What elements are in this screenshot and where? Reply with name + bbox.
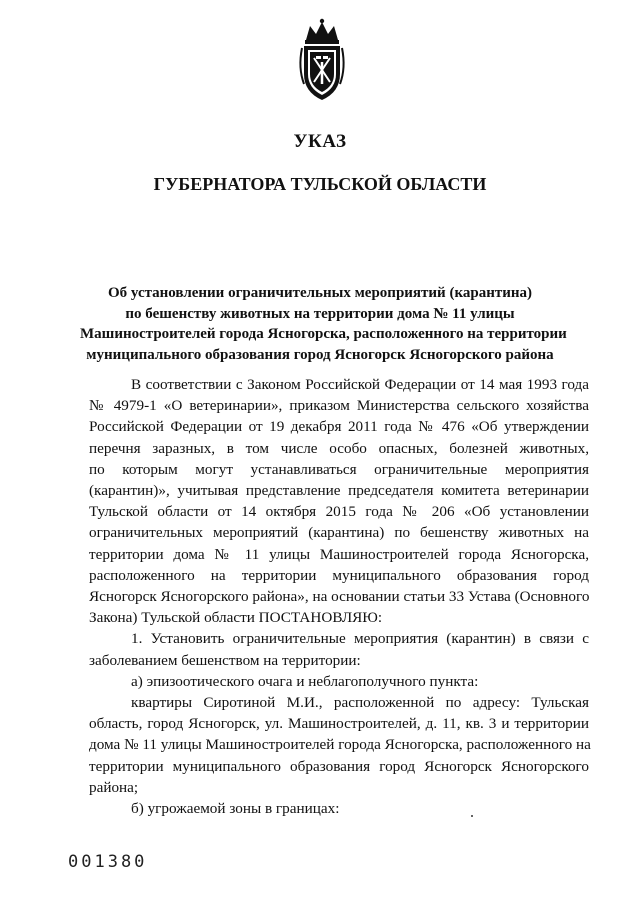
body-line: заболеванием бешенством на территории: [89,651,361,669]
coat-of-arms-icon [296,18,348,104]
subject-line: по бешенству животных на территории дома № 11 улицы [125,305,515,322]
scan-speck [471,815,473,817]
body-line: ограничительных мероприятий (карантина) по бешенству животных на [89,524,589,542]
body-line: территории дома № 11 улицы Машиностроителей города Ясногорска, [89,545,589,563]
body-line: Закона) Тульской области ПОСТАНОВЛЯЮ: [89,609,383,627]
subclause-a-line: а) эпизоотического очага и неблагополучного пункта: [131,672,479,690]
decree-body [89,374,589,819]
subject-line: Машиностроителей города Ясногорска, расположенного на территории [80,326,567,342]
decree-subject [80,283,567,365]
body-line: перечня заразных, в том числе особо опасных, болезней животных, [89,439,589,457]
body-line: территории муниципального образования город Ясногорск Ясногорского [89,757,589,775]
subject-line: муниципального образования город Ясногорск Ясногорского района [86,346,554,363]
body-line: (карантин)», учитывая представление председателя комитета ветеринарии [89,482,589,500]
subclause-b-line: б) угрожаемой зоны в границах: [131,800,340,818]
body-line: дома № 11 улицы Машиностроителей города Ясногорска, расположенного на [89,736,591,754]
document-type-title: УКАЗ [293,131,347,152]
serial-number: 001380 [68,852,148,872]
issuer-title: ГУБЕРНАТОРА ТУЛЬСКОЙ ОБЛАСТИ [153,174,487,194]
body-line: Ясногорск Ясногорского района», на основании статьи 33 Устава (Основного [89,588,590,606]
body-line: расположенного на территории муниципального образования город [89,566,589,584]
body-line: Российской Федерации от 19 декабря 2011 года № 476 «Об утверждении [89,418,589,436]
body-line: квартиры Сиротиной М.И., расположенной по адресу: Тульская [131,694,589,712]
body-line: по которым могут устанавливаться ограничительные мероприятия [89,460,589,478]
body-line: Тульской области от 14 октября 2015 года № 206 «Об установлении [89,503,589,521]
body-line: района; [89,778,139,796]
body-line: область, город Ясногорск, ул. Машиностроителей, д. 11, кв. 3 и территории [89,715,589,733]
body-line: № 4979-1 «О ветеринарии», приказом Министерства сельского хозяйства [89,397,589,415]
body-line: В соответствии с Законом Российской Федерации от 14 мая 1993 года [131,376,589,393]
clause-1-line: 1. Установить ограничительные мероприятия (карантин) в связи с [131,630,589,648]
subject-line: Об установлении ограничительных мероприятий (карантина) [107,285,532,301]
